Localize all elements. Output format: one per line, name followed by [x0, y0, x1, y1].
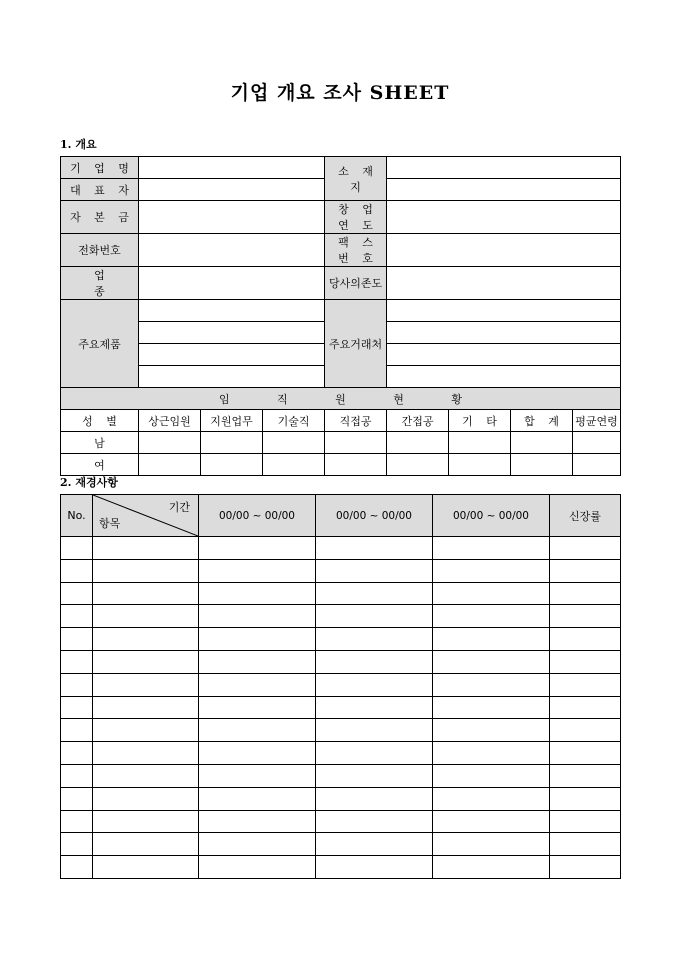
- finance-row: [61, 537, 621, 560]
- finance-cell[interactable]: [433, 605, 550, 628]
- finance-cell[interactable]: [199, 742, 316, 765]
- field-main-products-1[interactable]: [139, 300, 325, 322]
- finance-cell[interactable]: [550, 628, 621, 651]
- staff-cell[interactable]: [139, 432, 201, 454]
- staff-cell[interactable]: [263, 432, 325, 454]
- finance-cell[interactable]: [93, 810, 199, 833]
- label-location: 소 재 지: [325, 157, 387, 201]
- finance-cell[interactable]: [316, 628, 433, 651]
- field-location-2[interactable]: [387, 179, 621, 201]
- field-location-1[interactable]: [387, 157, 621, 179]
- field-fax[interactable]: [387, 234, 621, 267]
- staff-status-title: 임 직 원 현 황: [61, 388, 621, 410]
- finance-table: [60, 494, 621, 879]
- staff-row-female: 여: [61, 454, 139, 476]
- staff-col-executives: 상근임원: [139, 410, 201, 432]
- finance-cell[interactable]: [550, 742, 621, 765]
- finance-cell[interactable]: [199, 719, 316, 742]
- finance-cell[interactable]: [550, 856, 621, 879]
- finance-cell[interactable]: [433, 810, 550, 833]
- finance-cell[interactable]: [550, 673, 621, 696]
- label-main-clients: 주요거래처: [325, 300, 387, 388]
- finance-cell[interactable]: [433, 856, 550, 879]
- finance-row: [61, 833, 621, 856]
- finance-cell[interactable]: [93, 764, 199, 787]
- finance-row: [61, 810, 621, 833]
- staff-col-direct: 직접공: [325, 410, 387, 432]
- staff-cell[interactable]: [201, 432, 263, 454]
- staff-cell[interactable]: [387, 432, 449, 454]
- finance-cell[interactable]: [433, 537, 550, 560]
- header-no: No.: [61, 495, 93, 537]
- section-finance-label: 2. 재경사항: [60, 476, 118, 489]
- finance-cell[interactable]: [93, 787, 199, 810]
- label-phone: 전화번호: [61, 234, 139, 267]
- finance-cell[interactable]: [199, 856, 316, 879]
- finance-cell[interactable]: [93, 673, 199, 696]
- finance-cell[interactable]: [61, 650, 93, 673]
- staff-col-gender: 성 별: [61, 410, 139, 432]
- finance-cell[interactable]: [433, 582, 550, 605]
- finance-cell[interactable]: [61, 628, 93, 651]
- finance-cell[interactable]: [93, 650, 199, 673]
- finance-row: [61, 719, 621, 742]
- finance-cell[interactable]: [316, 787, 433, 810]
- finance-cell[interactable]: [93, 719, 199, 742]
- finance-cell[interactable]: [550, 605, 621, 628]
- finance-cell[interactable]: [61, 787, 93, 810]
- field-main-products-3[interactable]: [139, 344, 325, 366]
- finance-cell[interactable]: [433, 673, 550, 696]
- finance-cell[interactable]: [550, 764, 621, 787]
- staff-cell[interactable]: [139, 454, 201, 476]
- finance-cell[interactable]: [93, 856, 199, 879]
- finance-cell[interactable]: [550, 787, 621, 810]
- finance-cell[interactable]: [316, 605, 433, 628]
- field-main-products-4[interactable]: [139, 366, 325, 388]
- finance-cell[interactable]: [316, 537, 433, 560]
- field-industry[interactable]: [139, 267, 325, 300]
- finance-row: [61, 582, 621, 605]
- staff-cell[interactable]: [325, 454, 387, 476]
- finance-cell[interactable]: [550, 719, 621, 742]
- finance-cell[interactable]: [316, 650, 433, 673]
- finance-cell[interactable]: [433, 833, 550, 856]
- finance-cell[interactable]: [550, 696, 621, 719]
- finance-row: [61, 856, 621, 879]
- finance-cell[interactable]: [199, 628, 316, 651]
- finance-cell[interactable]: [316, 582, 433, 605]
- staff-cell[interactable]: [511, 432, 573, 454]
- field-main-products-2[interactable]: [139, 322, 325, 344]
- field-main-clients-3[interactable]: [387, 344, 621, 366]
- overview-table: [60, 156, 621, 476]
- staff-cell[interactable]: [573, 432, 621, 454]
- header-growth: 신장률: [550, 495, 621, 537]
- finance-row: [61, 787, 621, 810]
- finance-cell[interactable]: [93, 742, 199, 765]
- field-company-name[interactable]: [139, 157, 325, 179]
- finance-cell[interactable]: [199, 605, 316, 628]
- finance-cell[interactable]: [199, 764, 316, 787]
- staff-col-support: 지원업무: [201, 410, 263, 432]
- field-phone[interactable]: [139, 234, 325, 267]
- staff-cell[interactable]: [511, 454, 573, 476]
- finance-cell[interactable]: [316, 833, 433, 856]
- finance-cell[interactable]: [61, 673, 93, 696]
- finance-row: [61, 764, 621, 787]
- label-dependency: 당사의존도: [325, 267, 387, 300]
- finance-cell[interactable]: [433, 787, 550, 810]
- header-period-3: 00/00 ~ 00/00: [433, 495, 550, 537]
- staff-cell[interactable]: [449, 432, 511, 454]
- finance-cell[interactable]: [316, 696, 433, 719]
- finance-cell[interactable]: [93, 605, 199, 628]
- finance-cell[interactable]: [316, 856, 433, 879]
- finance-cell[interactable]: [199, 559, 316, 582]
- finance-cell[interactable]: [199, 696, 316, 719]
- label-main-products: 주요제품: [61, 300, 139, 388]
- finance-cell[interactable]: [316, 559, 433, 582]
- finance-cell[interactable]: [550, 559, 621, 582]
- finance-cell[interactable]: [316, 673, 433, 696]
- label-fax: 팩 스 번 호: [325, 234, 387, 267]
- staff-cell[interactable]: [387, 454, 449, 476]
- finance-cell[interactable]: [433, 650, 550, 673]
- field-founded-year[interactable]: [387, 201, 621, 234]
- header-diagonal: [93, 495, 199, 537]
- finance-cell[interactable]: [199, 673, 316, 696]
- finance-cell[interactable]: [316, 719, 433, 742]
- label-founded-year: 창 업 연 도: [325, 201, 387, 234]
- field-dependency[interactable]: [387, 267, 621, 300]
- finance-cell[interactable]: [93, 582, 199, 605]
- finance-cell[interactable]: [93, 537, 199, 560]
- finance-cell[interactable]: [433, 764, 550, 787]
- section-overview-label: 1. 개요: [60, 138, 97, 151]
- finance-cell[interactable]: [433, 719, 550, 742]
- label-company-name: 기 업 명: [61, 157, 139, 179]
- finance-cell[interactable]: [199, 833, 316, 856]
- finance-cell[interactable]: [199, 787, 316, 810]
- finance-cell[interactable]: [199, 650, 316, 673]
- finance-row: [61, 742, 621, 765]
- finance-cell[interactable]: [433, 742, 550, 765]
- staff-row-male: 남: [61, 432, 139, 454]
- finance-cell[interactable]: [93, 833, 199, 856]
- finance-row: [61, 605, 621, 628]
- staff-col-avg-age: 평균연령: [573, 410, 621, 432]
- header-period: 기간: [168, 501, 190, 514]
- field-main-clients-4[interactable]: [387, 366, 621, 388]
- finance-cell[interactable]: [61, 696, 93, 719]
- finance-cell[interactable]: [93, 559, 199, 582]
- finance-row: [61, 696, 621, 719]
- header-item: 항목: [99, 517, 121, 530]
- finance-cell[interactable]: [61, 742, 93, 765]
- finance-cell[interactable]: [61, 559, 93, 582]
- finance-cell[interactable]: [550, 582, 621, 605]
- field-representative[interactable]: [139, 179, 325, 201]
- finance-cell[interactable]: [433, 696, 550, 719]
- finance-row: [61, 650, 621, 673]
- finance-cell[interactable]: [93, 628, 199, 651]
- staff-cell[interactable]: [263, 454, 325, 476]
- finance-cell[interactable]: [61, 719, 93, 742]
- finance-row: [61, 673, 621, 696]
- finance-row: [61, 628, 621, 651]
- finance-row: [61, 559, 621, 582]
- finance-cell[interactable]: [61, 810, 93, 833]
- finance-cell[interactable]: [61, 537, 93, 560]
- finance-cell[interactable]: [316, 810, 433, 833]
- field-main-clients-1[interactable]: [387, 300, 621, 322]
- finance-cell[interactable]: [316, 764, 433, 787]
- finance-cell[interactable]: [550, 810, 621, 833]
- finance-cell[interactable]: [433, 628, 550, 651]
- staff-cell[interactable]: [449, 454, 511, 476]
- label-industry: 업 종: [61, 267, 139, 300]
- finance-cell[interactable]: [316, 742, 433, 765]
- finance-cell[interactable]: [199, 582, 316, 605]
- staff-col-total: 합 계: [511, 410, 573, 432]
- header-period-2: 00/00 ~ 00/00: [316, 495, 433, 537]
- finance-cell[interactable]: [61, 582, 93, 605]
- staff-col-other: 기 타: [449, 410, 511, 432]
- staff-col-indirect: 간접공: [387, 410, 449, 432]
- header-period-1: 00/00 ~ 00/00: [199, 495, 316, 537]
- finance-cell[interactable]: [61, 833, 93, 856]
- finance-cell[interactable]: [550, 833, 621, 856]
- finance-cell[interactable]: [61, 856, 93, 879]
- label-capital: 자 본 금: [61, 201, 139, 234]
- page-title: 기업 개요 조사 SHEET: [230, 82, 450, 104]
- field-capital[interactable]: [139, 201, 325, 234]
- finance-cell[interactable]: [93, 696, 199, 719]
- staff-cell[interactable]: [573, 454, 621, 476]
- finance-cell[interactable]: [199, 810, 316, 833]
- staff-cell[interactable]: [325, 432, 387, 454]
- finance-cell[interactable]: [61, 764, 93, 787]
- label-representative: 대 표 자: [61, 179, 139, 201]
- field-main-clients-2[interactable]: [387, 322, 621, 344]
- finance-cell[interactable]: [61, 605, 93, 628]
- staff-cell[interactable]: [201, 454, 263, 476]
- finance-cell[interactable]: [199, 537, 316, 560]
- finance-cell[interactable]: [550, 650, 621, 673]
- staff-col-technical: 기술직: [263, 410, 325, 432]
- finance-cell[interactable]: [433, 559, 550, 582]
- finance-cell[interactable]: [550, 537, 621, 560]
